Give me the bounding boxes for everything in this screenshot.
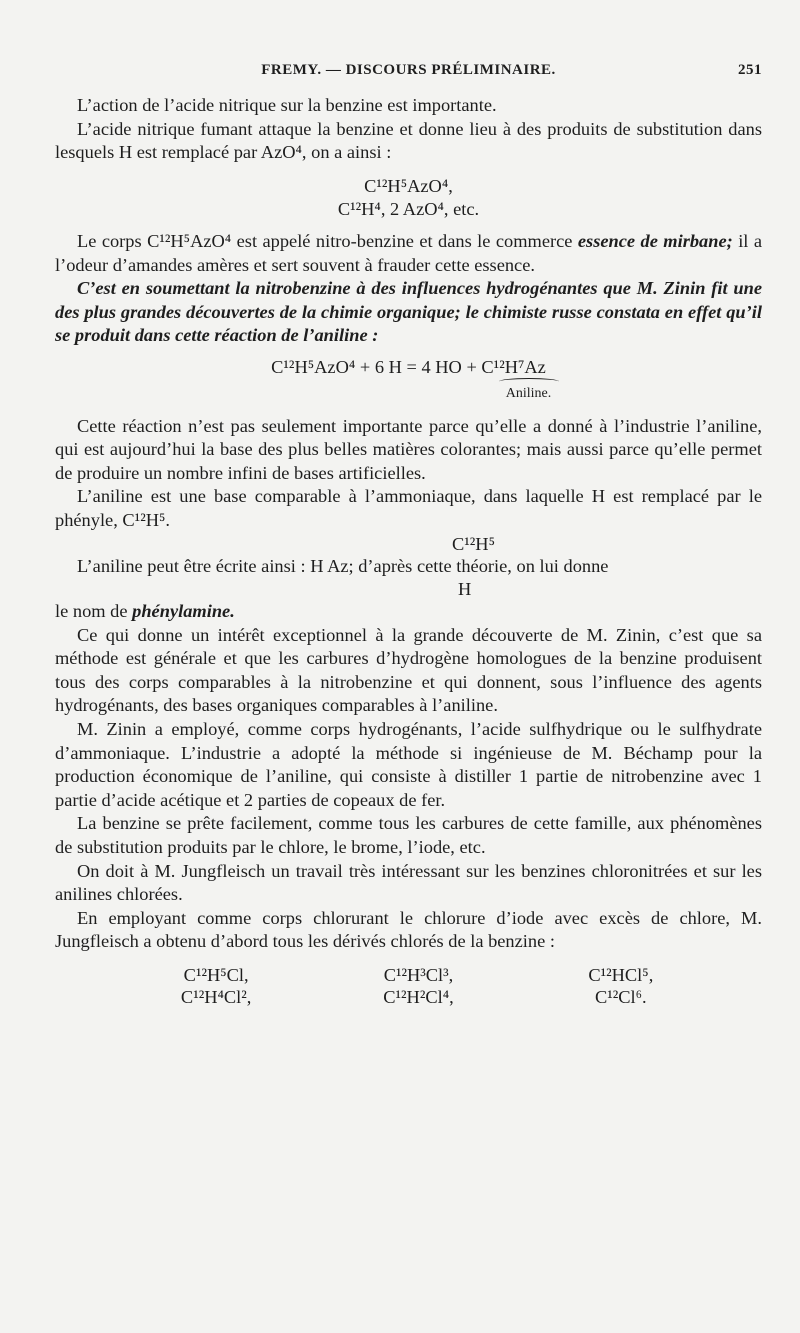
formula-nitrobenzine: C¹²H⁵AzO⁴,	[364, 175, 453, 196]
paragraph: M. Zinin a employé, comme corps hydrogénants, l’acide sulfhydrique ou le sulfhydrate d’ammoniaque. L’industrie a adopté la méthode si ingénieuse de M. Béchamp pour la production économique de l’aniline, qui consiste à distiller 1 partie de nitrobenzine avec 1 partie d’acide acétique et 2 parties de copeaux de fer.	[55, 719, 762, 810]
reaction-equation: C¹²H⁵AzO⁴ + 6 H = 4 HO + C¹²H⁷Az	[271, 356, 546, 377]
page-body	[55, 94, 762, 1008]
aniline-label: Aniline.	[505, 385, 552, 401]
formula: C¹²H³Cl³,	[383, 965, 454, 985]
paragraph	[55, 230, 762, 277]
paragraph: Cette réaction n’est pas seulement importante parce qu’elle a donné à l’industrie l’aniline, qui est aujourd’hui la base des plus belles matières colorantes; mais aussi parce qu’elle permet de produire un nombre infini de bases artificielles.	[55, 415, 762, 483]
chlorinated-derivatives	[55, 964, 762, 1008]
text: ; d’après cette théorie, on lui donne	[348, 555, 609, 576]
paragraph: L’aniline est une base comparable à l’ammoniaque, dans laquelle H est remplacé par le phényle, C¹²H⁵.	[55, 486, 762, 530]
formula: C¹²H⁵Cl,	[183, 965, 249, 985]
emphasis-paragraph: C’est en soumettant la nitrobenzine à des influences hydrogénantes que M. Zinin fit une des plus grandes découvertes de la chimie organique; le chimiste russe constata en effet qu’il se produit dans cette réaction de l’aniline :	[55, 278, 762, 346]
paragraph: L’acide nitrique fumant attaque la benzine et donne lieu à des produits de substitution dans lesquels H est remplacé par AzO⁴, on a ainsi :	[55, 118, 762, 163]
italic-term: essence de mirbane;	[577, 230, 733, 251]
structure-bottom: H	[458, 579, 472, 600]
structure-line	[55, 555, 762, 579]
structure-trailing-line	[55, 600, 762, 624]
formula: C¹²Cl⁶.	[594, 987, 647, 1007]
running-header	[55, 62, 762, 84]
italic-term: phénylamine.	[132, 601, 235, 622]
text: L’aniline peut être écrite ainsi :	[77, 555, 311, 576]
page-number: 251	[738, 62, 762, 78]
running-title: FREMY. — DISCOURS PRÉLIMINAIRE.	[261, 62, 556, 78]
text: Le corps C¹²H⁵AzO⁴ est appelé nitro-benzine et dans le commerce	[77, 230, 578, 251]
paragraph: Ce qui donne un intérêt exceptionnel à la grande découverte de M. Zinin, c’est que sa méthode est générale et que les carbures d’hydrogène homologues de la benzine produisent tous des corps comparables à la nitrobenzine et qui donnent, sous l’influence des agents hydrogénants, des bases organiques comparables à l’aniline.	[55, 624, 762, 716]
formula: C¹²H⁴Cl²,	[180, 987, 252, 1007]
equation-label	[55, 378, 762, 403]
text: le nom de	[55, 601, 133, 622]
formula-dinitrobenzine: C¹²H⁴, 2 AzO⁴, etc.	[337, 199, 480, 220]
formula: C¹²H²Cl⁴,	[383, 987, 454, 1007]
structure-top: C¹²H⁵	[452, 533, 495, 554]
structure-middle: H Az	[310, 555, 349, 576]
paragraph: L’action de l’acide nitrique sur la benzine est importante.	[77, 95, 497, 115]
paragraph: On doit à M. Jungfleisch un travail très intéressant sur les benzines chloronitrées et sur les anilines chlorées.	[55, 860, 762, 905]
aniline-structure-paragraph	[55, 533, 762, 624]
paragraph: La benzine se prête facilement, comme tous les carbures de cette famille, aux phénomènes de substitution produits par le chlore, le brome, l’iode, etc.	[55, 813, 762, 858]
formula: C¹²HCl⁵,	[588, 965, 654, 985]
paragraph: En employant comme corps chlorurant le chlorure d’iode avec excès de chlore, M. Jungfleisch a obtenu d’abord tous les dérivés chlorés de la benzine :	[55, 907, 762, 952]
text: il a l’odeur d’amandes amères et sert souvent à frauder cette essence.	[55, 230, 762, 275]
